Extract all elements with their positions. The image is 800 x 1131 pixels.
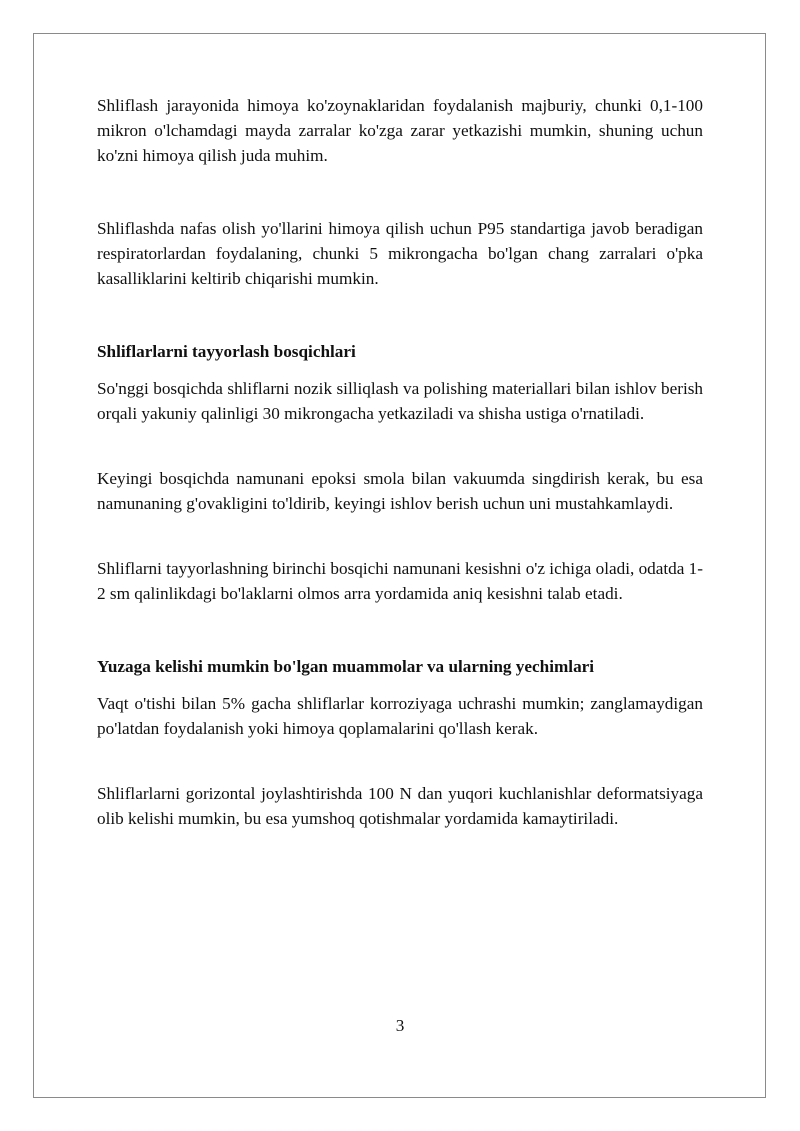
paragraph-next-stage: Keyingi bosqichda namunani epoksi smola bilan vakuumda singdirish kerak, bu esa namunaning g'ovakligini to'ldirib, keyingi ishlov berish uchun uni mustahkamlaydi.	[97, 469, 703, 513]
paragraph-corrosion: Vaqt o'tishi bilan 5% gacha shliflarlar korroziyaga uchrashi mumkin; zanglamaydigan po'latdan foydalanish yoki himoya qoplamalarini qo'llash kerak.	[97, 694, 703, 738]
section-heading-preparation-stages: Shliflarlarni tayyorlash bosqichlari	[97, 342, 356, 361]
paragraph-deformation: Shliflarlarni gorizontal joylashtirishda 100 N dan yuqori kuchlanishlar deformatsiyaga olib kelishi mumkin, bu esa yumshoq qotishmalar yordamida kamaytiriladi.	[97, 784, 703, 828]
paragraph-final-stage: So'nggi bosqichda shliflarni nozik silliqlash va polishing materiallari bilan ishlov berish orqali yakuniy qalinligi 30 mikrongacha yetkaziladi va shisha ustiga o'rnatiladi.	[97, 379, 703, 423]
paragraph-respiratory-protection: Shliflashda nafas olish yo'llarini himoya qilish uchun P95 standartiga javob beradigan respiratorlardan foydalaning, chunki 5 mikrongacha bo'lgan chang zarralari o'pka kasalliklarini keltirib chiqarishi mumkin.	[97, 219, 703, 288]
paragraph-first-stage: Shliflarni tayyorlashning birinchi bosqichi namunani kesishni o'z ichiga oladi, odatda 1-2 sm qalinlikdagi bo'laklarni olmos arra yordamida aniq kesishni talab etadi.	[97, 559, 703, 603]
section-heading-problems-solutions: Yuzaga kelishi mumkin bo'lgan muammolar va ularning yechimlari	[97, 657, 595, 676]
paragraph-eye-protection: Shliflash jarayonida himoya ko'zoynaklaridan foydalanish majburiy, chunki 0,1-100 mikron o'lchamdagi mayda zarralar ko'zga zarar yetkazishi mumkin, shuning uchun ko'zni himoya qilish juda muhim.	[97, 96, 703, 165]
page-number: 3	[395, 1016, 405, 1035]
document-body	[97, 93, 703, 831]
